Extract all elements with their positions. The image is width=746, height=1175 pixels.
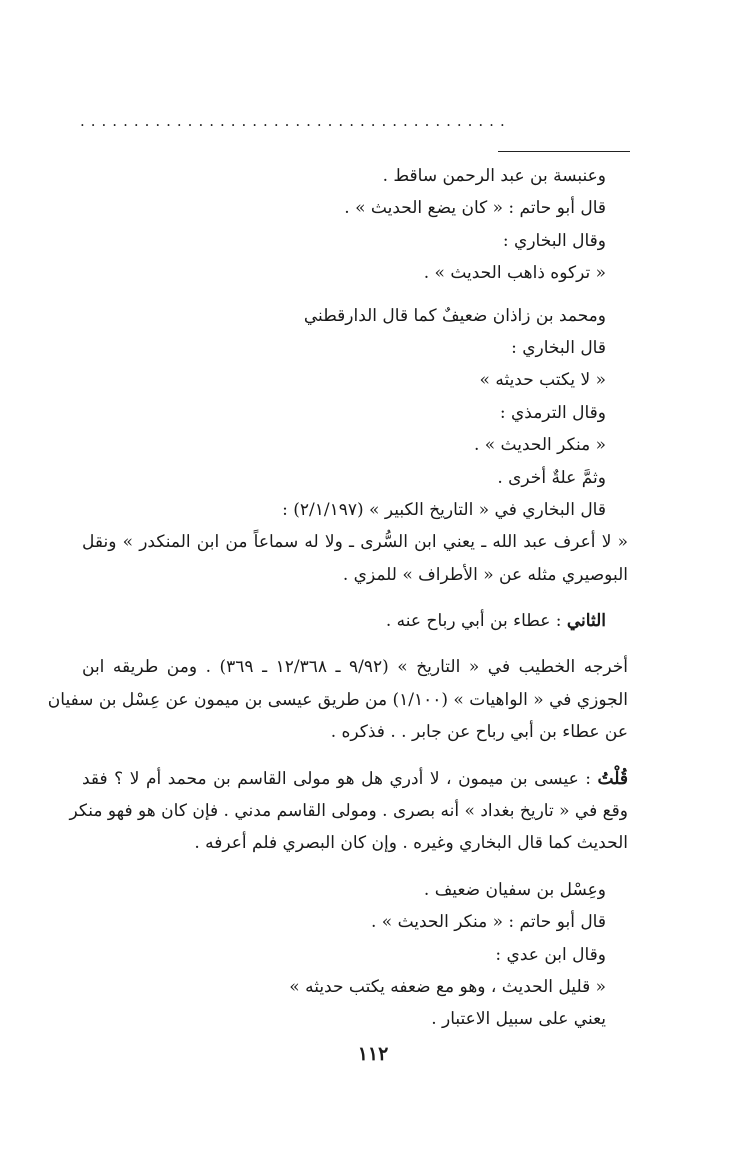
section-label: قُلْتُ [597, 768, 628, 789]
text-line [82, 605, 634, 637]
text-line: قال أبو حاتم : « كان يضع الحديث » . [344, 198, 606, 219]
text-line: الجوزي في « الواهيات » (١/١٠٠) من طريق عيسى بن ميمون عن عِسْل بن سفيان [47, 689, 628, 710]
text-line: « منكر الحديث » . [473, 435, 606, 456]
text-line: وقع في « تاريخ بغداد » أنه بصرى . ومولى القاسم مدني . فإن كان هو فهو منكر [69, 801, 628, 822]
footnote-rule [498, 151, 630, 152]
text-line: عن عطاء بن أبي رباح عن جابر . . فذكره . [330, 722, 628, 743]
text-line: أخرجه الخطيب في « التاريخ » (٩/٩٢ ـ ١٢/٣٦٨ ـ ٣٦٩) . ومن طريقه ابن [82, 657, 628, 678]
text-line: « لا أعرف عبد الله ـ يعني ابن السُّرى ـ ولا له سماعاً من ابن المنكدر » ونقل [82, 532, 628, 553]
text-line: وعنبسة بن عبد الرحمن ساقط . [382, 166, 606, 186]
text-line: « تركوه ذاهب الحديث » . [423, 263, 606, 284]
text-line: « قليل الحديث ، وهو مع ضعفه يكتب حديثه » [289, 976, 606, 997]
page-number: ١١٢ [357, 1043, 389, 1065]
text-line: « لا يكتب حديثه » [479, 370, 606, 391]
text-line: البوصيري مثله عن « الأطراف » للمزي . [342, 564, 628, 585]
text-line: قال أبو حاتم : « منكر الحديث » . [370, 912, 606, 933]
text-line: يعني على سبيل الاعتبار . [431, 1009, 606, 1030]
section-label: الثاني [566, 611, 606, 632]
text-line: الحديث كما قال البخاري وغيره . وإن كان البصري فلم أعرفه . [194, 833, 628, 854]
text-line: وعِسْل بن سفيان ضعيف . [423, 879, 606, 900]
text-run: : عطاء بن أبي رباح عنه . [385, 611, 567, 632]
text-line [82, 763, 634, 795]
text-line: قال البخاري في « التاريخ الكبير » (٢/١/١٩٧) : [282, 499, 606, 520]
text-line: وقال البخاري : [502, 230, 606, 251]
text-line: قال البخاري : [511, 337, 606, 358]
text-line: وقال الترمذي : [499, 402, 606, 423]
body-text [47, 160, 634, 1036]
text-run: : عيسى بن ميمون ، لا أدري هل هو مولى القاسم بن محمد أم لا ؟ فقد [82, 768, 598, 789]
dotted-separator: ........................................ [80, 112, 511, 130]
text-line: وثمَّ علةٌ أخرى . [497, 467, 606, 488]
text-line: وقال ابن عدي : [495, 944, 606, 965]
text-line: ومحمد بن زاذان ضعيفٌ كما قال الدارقطني [303, 305, 606, 326]
